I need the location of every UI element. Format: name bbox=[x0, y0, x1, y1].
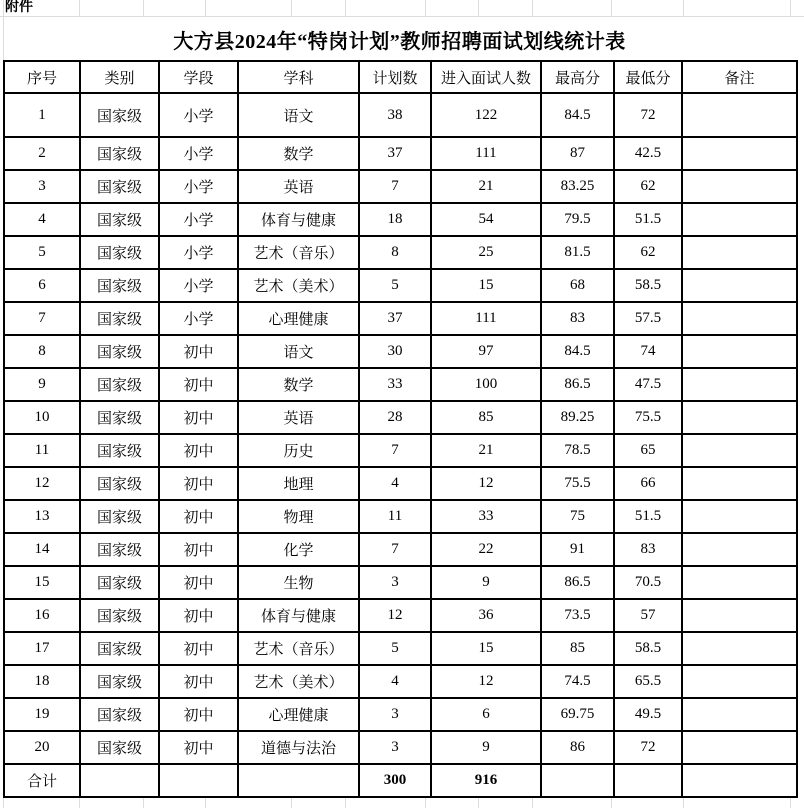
total-value-cell bbox=[614, 764, 682, 797]
table-cell: 国家级 bbox=[80, 335, 159, 368]
table-cell: 生物 bbox=[238, 566, 359, 599]
table-cell: 42.5 bbox=[614, 137, 682, 170]
table-cell: 8 bbox=[4, 335, 80, 368]
table-cell: 7 bbox=[4, 302, 80, 335]
column-header: 计划数 bbox=[359, 61, 431, 93]
column-header: 最高分 bbox=[541, 61, 614, 93]
table-cell: 75 bbox=[541, 500, 614, 533]
table-cell: 国家级 bbox=[80, 434, 159, 467]
table-cell bbox=[682, 401, 797, 434]
table-cell bbox=[682, 434, 797, 467]
table-cell: 10 bbox=[4, 401, 80, 434]
table-cell: 物理 bbox=[238, 500, 359, 533]
table-cell: 78.5 bbox=[541, 434, 614, 467]
table-row bbox=[4, 137, 797, 170]
table-cell: 国家级 bbox=[80, 731, 159, 764]
table-cell: 国家级 bbox=[80, 269, 159, 302]
table-cell bbox=[682, 731, 797, 764]
table-row bbox=[4, 335, 797, 368]
table-cell: 18 bbox=[359, 203, 431, 236]
table-cell bbox=[682, 203, 797, 236]
table-cell: 地理 bbox=[238, 467, 359, 500]
table-cell: 69.75 bbox=[541, 698, 614, 731]
table-row bbox=[4, 434, 797, 467]
table-row bbox=[4, 533, 797, 566]
gridline bbox=[478, 798, 479, 808]
attachment-label: 附件 bbox=[5, 0, 33, 15]
gridline bbox=[79, 798, 80, 808]
gridline bbox=[790, 0, 791, 16]
table-cell: 36 bbox=[431, 599, 541, 632]
table-cell: 122 bbox=[431, 93, 541, 137]
table-row bbox=[4, 368, 797, 401]
table-cell: 小学 bbox=[159, 93, 238, 137]
table-cell: 74 bbox=[614, 335, 682, 368]
table-cell: 6 bbox=[4, 269, 80, 302]
table-cell: 54 bbox=[431, 203, 541, 236]
table-cell: 3 bbox=[359, 566, 431, 599]
table-cell: 73.5 bbox=[541, 599, 614, 632]
table-cell: 58.5 bbox=[614, 269, 682, 302]
table-row bbox=[4, 467, 797, 500]
table-cell: 9 bbox=[431, 731, 541, 764]
total-value-cell bbox=[159, 764, 238, 797]
table-cell: 15 bbox=[4, 566, 80, 599]
table-cell: 7 bbox=[359, 170, 431, 203]
table-cell bbox=[682, 236, 797, 269]
table-cell: 4 bbox=[359, 665, 431, 698]
table-cell: 国家级 bbox=[80, 500, 159, 533]
table-cell bbox=[682, 566, 797, 599]
table-cell: 72 bbox=[614, 731, 682, 764]
table-cell: 11 bbox=[4, 434, 80, 467]
table-cell: 37 bbox=[359, 302, 431, 335]
table-cell: 81.5 bbox=[541, 236, 614, 269]
table-cell: 国家级 bbox=[80, 401, 159, 434]
total-row bbox=[4, 764, 797, 797]
table-cell: 18 bbox=[4, 665, 80, 698]
table-cell: 85 bbox=[431, 401, 541, 434]
table-cell: 49.5 bbox=[614, 698, 682, 731]
table-row bbox=[4, 566, 797, 599]
column-header: 学段 bbox=[159, 61, 238, 93]
page-title: 大方县2024年“特岗计划”教师招聘面试划线统计表 bbox=[173, 31, 626, 53]
gridline bbox=[478, 0, 479, 16]
table-cell: 7 bbox=[359, 434, 431, 467]
gridline bbox=[205, 798, 206, 808]
gridline bbox=[205, 0, 206, 16]
total-value-cell bbox=[238, 764, 359, 797]
table-cell: 3 bbox=[359, 731, 431, 764]
table-cell: 9 bbox=[4, 368, 80, 401]
table-cell: 75.5 bbox=[541, 467, 614, 500]
table-cell: 4 bbox=[359, 467, 431, 500]
table-cell: 28 bbox=[359, 401, 431, 434]
gridline bbox=[345, 798, 346, 808]
table-cell: 12 bbox=[359, 599, 431, 632]
table-cell: 数学 bbox=[238, 137, 359, 170]
column-header: 最低分 bbox=[614, 61, 682, 93]
table-cell: 83 bbox=[614, 533, 682, 566]
table-row bbox=[4, 401, 797, 434]
table-cell bbox=[682, 467, 797, 500]
table-row bbox=[4, 731, 797, 764]
gridline bbox=[683, 0, 684, 16]
table-cell: 小学 bbox=[159, 302, 238, 335]
total-value-cell bbox=[682, 764, 797, 797]
table-cell: 83 bbox=[541, 302, 614, 335]
table-cell: 体育与健康 bbox=[238, 203, 359, 236]
table-cell: 初中 bbox=[159, 467, 238, 500]
table-cell: 33 bbox=[359, 368, 431, 401]
table-cell: 国家级 bbox=[80, 467, 159, 500]
table-cell: 心理健康 bbox=[238, 302, 359, 335]
table-cell: 国家级 bbox=[80, 533, 159, 566]
table-cell: 97 bbox=[431, 335, 541, 368]
table-cell: 15 bbox=[431, 269, 541, 302]
table-cell: 83.25 bbox=[541, 170, 614, 203]
total-value-cell: 916 bbox=[431, 764, 541, 797]
table-cell: 12 bbox=[431, 665, 541, 698]
table-cell bbox=[682, 170, 797, 203]
column-header: 进入面试人数 bbox=[431, 61, 541, 93]
table-cell: 国家级 bbox=[80, 665, 159, 698]
table-cell: 小学 bbox=[159, 170, 238, 203]
gridline bbox=[291, 0, 292, 16]
table-cell: 84.5 bbox=[541, 93, 614, 137]
table-row bbox=[4, 203, 797, 236]
table-cell bbox=[682, 93, 797, 137]
gridline bbox=[532, 0, 533, 16]
table-cell: 57 bbox=[614, 599, 682, 632]
table-cell: 13 bbox=[4, 500, 80, 533]
table-cell: 16 bbox=[4, 599, 80, 632]
table-cell: 91 bbox=[541, 533, 614, 566]
table-row bbox=[4, 500, 797, 533]
table-cell: 初中 bbox=[159, 599, 238, 632]
column-header: 类别 bbox=[80, 61, 159, 93]
gridline bbox=[611, 798, 612, 808]
table-cell: 111 bbox=[431, 302, 541, 335]
table-cell: 小学 bbox=[159, 137, 238, 170]
table-cell: 65 bbox=[614, 434, 682, 467]
table-cell: 30 bbox=[359, 335, 431, 368]
total-label-cell: 合计 bbox=[4, 764, 80, 797]
gridline bbox=[425, 0, 426, 16]
table-cell: 79.5 bbox=[541, 203, 614, 236]
table-cell: 62 bbox=[614, 236, 682, 269]
table-cell: 17 bbox=[4, 632, 80, 665]
table-cell: 72 bbox=[614, 93, 682, 137]
table-cell: 3 bbox=[359, 698, 431, 731]
table-cell: 国家级 bbox=[80, 137, 159, 170]
table-cell: 51.5 bbox=[614, 203, 682, 236]
table-cell: 初中 bbox=[159, 500, 238, 533]
table-cell bbox=[682, 665, 797, 698]
table-cell: 化学 bbox=[238, 533, 359, 566]
gridline bbox=[0, 16, 804, 17]
table-cell: 86.5 bbox=[541, 566, 614, 599]
table-cell: 20 bbox=[4, 731, 80, 764]
table-cell: 66 bbox=[614, 467, 682, 500]
table-cell: 89.25 bbox=[541, 401, 614, 434]
table-cell: 84.5 bbox=[541, 335, 614, 368]
table-cell: 14 bbox=[4, 533, 80, 566]
table-cell: 初中 bbox=[159, 632, 238, 665]
table-row bbox=[4, 698, 797, 731]
table-cell: 19 bbox=[4, 698, 80, 731]
table-cell: 国家级 bbox=[80, 170, 159, 203]
table-cell: 65.5 bbox=[614, 665, 682, 698]
gridline bbox=[425, 798, 426, 808]
table-cell: 小学 bbox=[159, 269, 238, 302]
table-cell bbox=[682, 269, 797, 302]
table-cell bbox=[682, 632, 797, 665]
table-cell: 85 bbox=[541, 632, 614, 665]
table-cell: 道德与法治 bbox=[238, 731, 359, 764]
table-cell: 47.5 bbox=[614, 368, 682, 401]
table-cell: 9 bbox=[431, 566, 541, 599]
table-cell: 数学 bbox=[238, 368, 359, 401]
gridline bbox=[3, 798, 4, 808]
table-cell: 33 bbox=[431, 500, 541, 533]
table-cell: 2 bbox=[4, 137, 80, 170]
table-cell bbox=[682, 302, 797, 335]
table-cell bbox=[682, 335, 797, 368]
table-cell: 87 bbox=[541, 137, 614, 170]
table-cell: 初中 bbox=[159, 368, 238, 401]
table-cell: 初中 bbox=[159, 533, 238, 566]
table-cell: 38 bbox=[359, 93, 431, 137]
table-cell: 12 bbox=[4, 467, 80, 500]
table-cell: 国家级 bbox=[80, 368, 159, 401]
table-cell: 5 bbox=[359, 269, 431, 302]
table-cell: 国家级 bbox=[80, 302, 159, 335]
table-cell: 初中 bbox=[159, 566, 238, 599]
total-value-cell: 300 bbox=[359, 764, 431, 797]
table-cell: 小学 bbox=[159, 203, 238, 236]
table-row bbox=[4, 665, 797, 698]
table-cell: 11 bbox=[359, 500, 431, 533]
table-cell: 初中 bbox=[159, 434, 238, 467]
table-cell: 语文 bbox=[238, 93, 359, 137]
table-cell: 57.5 bbox=[614, 302, 682, 335]
table-cell: 国家级 bbox=[80, 599, 159, 632]
table-cell: 100 bbox=[431, 368, 541, 401]
table-cell: 5 bbox=[4, 236, 80, 269]
gridline bbox=[611, 0, 612, 16]
table-row bbox=[4, 632, 797, 665]
table-cell: 86.5 bbox=[541, 368, 614, 401]
table-cell: 70.5 bbox=[614, 566, 682, 599]
table-cell: 心理健康 bbox=[238, 698, 359, 731]
gridline bbox=[79, 0, 80, 16]
table-cell bbox=[682, 533, 797, 566]
table-row bbox=[4, 269, 797, 302]
table-cell: 艺术（美术） bbox=[238, 665, 359, 698]
table-cell: 艺术（音乐） bbox=[238, 632, 359, 665]
table-cell: 小学 bbox=[159, 236, 238, 269]
table-cell: 15 bbox=[431, 632, 541, 665]
table-row bbox=[4, 93, 797, 137]
table-cell: 艺术（美术） bbox=[238, 269, 359, 302]
table-cell: 86 bbox=[541, 731, 614, 764]
table-cell: 37 bbox=[359, 137, 431, 170]
gridline bbox=[683, 798, 684, 808]
table-cell: 12 bbox=[431, 467, 541, 500]
gridline bbox=[345, 0, 346, 16]
table-cell bbox=[682, 137, 797, 170]
table-cell: 初中 bbox=[159, 665, 238, 698]
table-cell: 58.5 bbox=[614, 632, 682, 665]
table-cell: 6 bbox=[431, 698, 541, 731]
statistics-table bbox=[3, 60, 798, 798]
table-cell: 68 bbox=[541, 269, 614, 302]
table-cell: 7 bbox=[359, 533, 431, 566]
gridline bbox=[143, 798, 144, 808]
table-cell: 国家级 bbox=[80, 93, 159, 137]
table-row bbox=[4, 302, 797, 335]
table-cell: 21 bbox=[431, 170, 541, 203]
table-cell: 5 bbox=[359, 632, 431, 665]
gridline bbox=[291, 798, 292, 808]
table-cell: 初中 bbox=[159, 335, 238, 368]
gridline bbox=[790, 798, 791, 808]
table-cell: 历史 bbox=[238, 434, 359, 467]
table-cell: 国家级 bbox=[80, 236, 159, 269]
table-cell bbox=[682, 698, 797, 731]
table-cell: 体育与健康 bbox=[238, 599, 359, 632]
table-cell: 初中 bbox=[159, 401, 238, 434]
table-cell: 75.5 bbox=[614, 401, 682, 434]
table-header-row bbox=[4, 61, 797, 93]
table-cell: 国家级 bbox=[80, 632, 159, 665]
table-cell bbox=[682, 368, 797, 401]
table-cell: 74.5 bbox=[541, 665, 614, 698]
table-cell: 语文 bbox=[238, 335, 359, 368]
total-value-cell bbox=[541, 764, 614, 797]
table-cell: 英语 bbox=[238, 170, 359, 203]
table-cell: 3 bbox=[4, 170, 80, 203]
table-cell: 初中 bbox=[159, 731, 238, 764]
gridline bbox=[532, 798, 533, 808]
table-cell: 111 bbox=[431, 137, 541, 170]
column-header: 序号 bbox=[4, 61, 80, 93]
table-cell: 1 bbox=[4, 93, 80, 137]
table-cell: 8 bbox=[359, 236, 431, 269]
table-cell: 4 bbox=[4, 203, 80, 236]
table-row bbox=[4, 599, 797, 632]
table-cell: 艺术（音乐） bbox=[238, 236, 359, 269]
table-cell: 初中 bbox=[159, 698, 238, 731]
table-cell: 国家级 bbox=[80, 203, 159, 236]
table-row bbox=[4, 236, 797, 269]
table-cell bbox=[682, 500, 797, 533]
table-cell: 英语 bbox=[238, 401, 359, 434]
total-value-cell bbox=[80, 764, 159, 797]
table-cell: 22 bbox=[431, 533, 541, 566]
table-cell: 国家级 bbox=[80, 566, 159, 599]
gridline bbox=[3, 0, 4, 16]
table-cell: 国家级 bbox=[80, 698, 159, 731]
table-cell bbox=[682, 599, 797, 632]
column-header: 备注 bbox=[682, 61, 797, 93]
table-cell: 51.5 bbox=[614, 500, 682, 533]
table-cell: 62 bbox=[614, 170, 682, 203]
table-cell: 25 bbox=[431, 236, 541, 269]
table-row bbox=[4, 170, 797, 203]
table-cell: 21 bbox=[431, 434, 541, 467]
column-header: 学科 bbox=[238, 61, 359, 93]
gridline bbox=[143, 0, 144, 16]
